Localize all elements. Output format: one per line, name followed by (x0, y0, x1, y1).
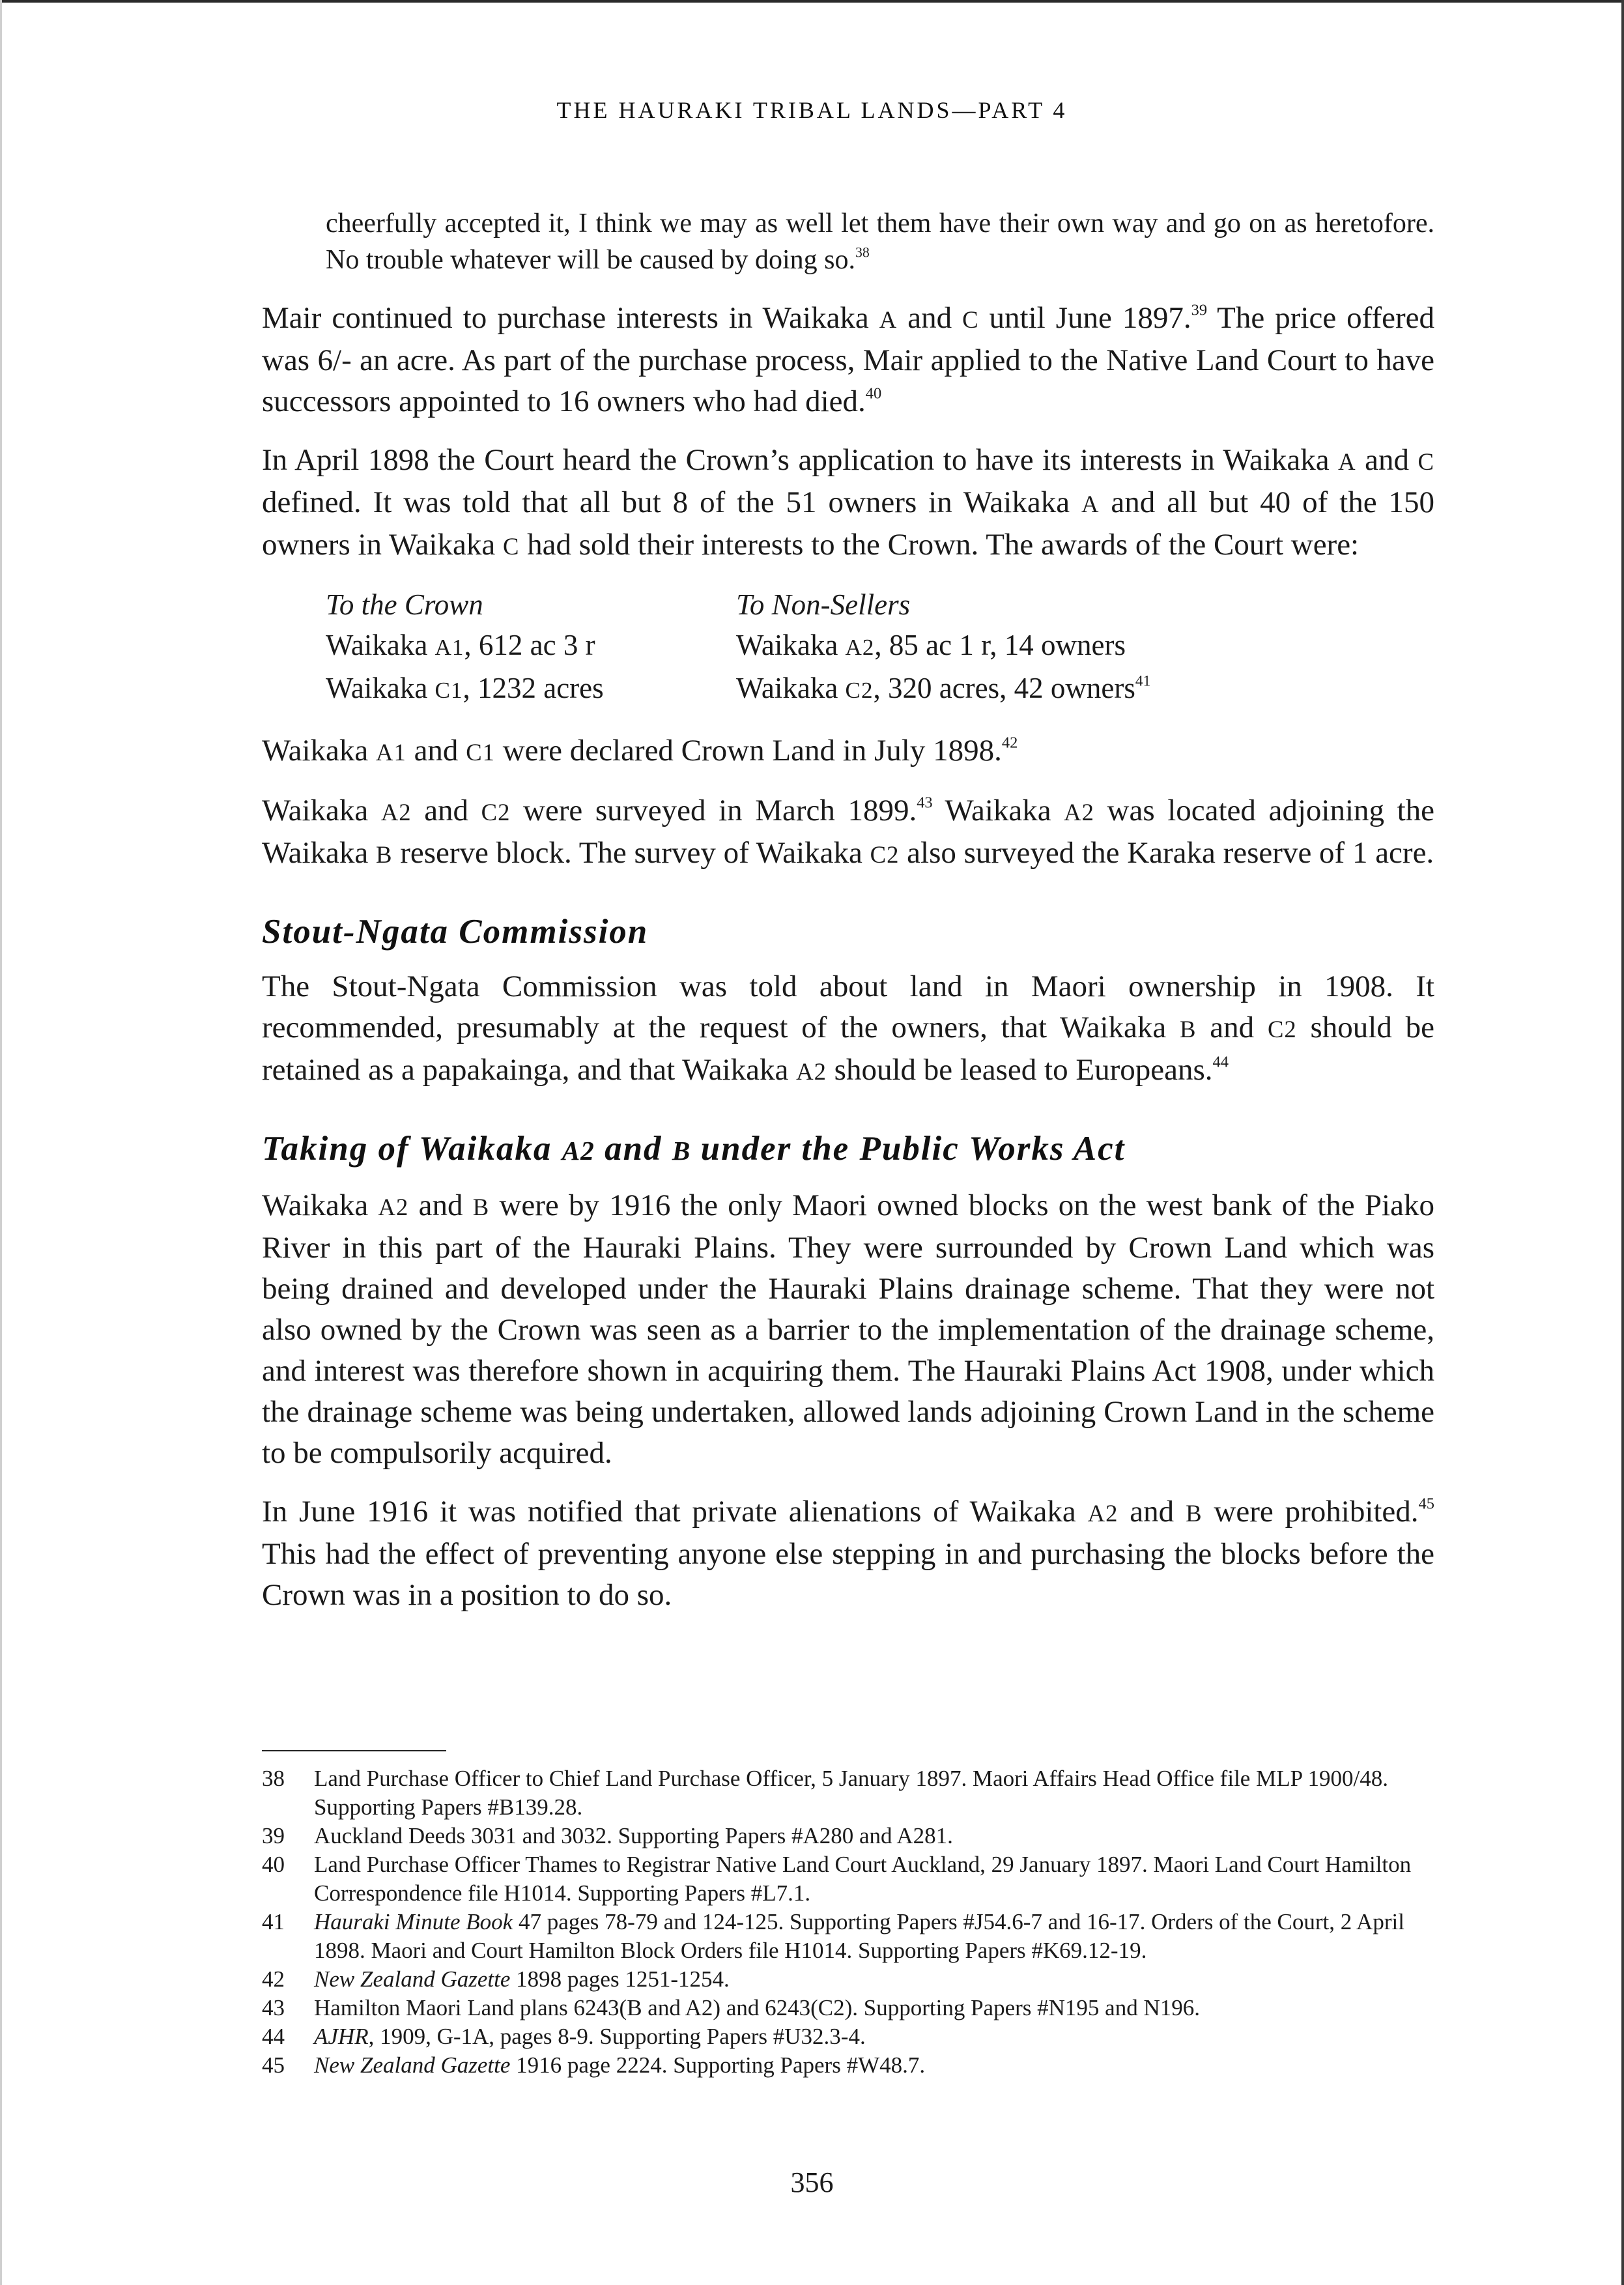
award-nonsellers-c2: Waikaka C2, 320 acres, 42 owners$^{41}$ (736, 672, 1151, 704)
footnote-ref: 41 (1135, 672, 1151, 690)
footnote-item: 39 Auckland Deeds 3031 and 3032. Supporting Papers #A280 and A281. (262, 1823, 953, 1848)
page-number: 356 (790, 2166, 834, 2198)
awards-heading-nonsellers: To Non-Sellers (736, 588, 911, 621)
block-quote-text: cheerfully accepted it, I think we may as well let them have their own way and go on as heretofore. No trouble whatever will be caused by doing so. (326, 208, 1434, 275)
footnote-ref: 43 (917, 794, 933, 812)
awards-row (326, 625, 1434, 668)
section-heading-stout-ngata: Stout-Ngata Commission (262, 913, 649, 951)
section-heading-public-works: Taking of Waikaka A2 and B under the Public Works Act (262, 1130, 1126, 1168)
running-head: THE HAURAKI TRIBAL LANDS—PART 4 (556, 97, 1068, 123)
footnote-item: 45 New Zealand Gazette 1916 page 2224. Supporting Papers #W48.7. (262, 2052, 926, 2078)
footnote-item: 38 Land Purchase Officer to Chief Land Purchase Officer, 5 January 1897. Maori Affairs Head Office file MLP 1900/48. Supporting Papers #B139.28. (262, 1766, 1388, 1820)
award-nonsellers-a2: Waikaka A2, 85 ac 1 r, 14 owners (736, 629, 1126, 661)
footnote-item: 42 New Zealand Gazette 1898 pages 1251-1254. (262, 1966, 730, 1992)
footnote-item: 44 AJHR, 1909, G-1A, pages 8-9. Supporting Papers #U32.3-4. (262, 2024, 866, 2049)
main-text (262, 205, 1434, 1633)
paragraph-alienations: In June 1916 it was notified that private alienations of Waikaka A2 and B were prohibited.$^{45}$ This had the effect of preventing anyone else stepping in and purchasing the blocks before the Crown was in a position to do so. (262, 1495, 1434, 1612)
scan-edge-left (0, 0, 2, 2285)
paragraph-commission: The Stout-Ngata Commission was told about land in Maori ownership in 1908. It recommended, presumably at the request of the owners, that Waikaka B and C2 should be retained as a papakainga, and that Waikaka A2 should be leased to Europeans.$^{44}$ (262, 970, 1434, 1087)
footnote-ref: 44 (1212, 1053, 1229, 1071)
footnote-item: 41 Hauraki Minute Book 47 pages 78-79 and 124-125. Supporting Papers #J54.6-7 and 16-17. Orders of the Court, 2 April 1898. Maori and Court Hamilton Block Orders file H1014. Supporting Papers #K69.12-19. (262, 1909, 1404, 1963)
footnotes (262, 1764, 1441, 2080)
paragraph-crown-land: Waikaka A1 and C1 were declared Crown Land in July 1898.42 (262, 734, 1018, 768)
footnote-item: 40 Land Purchase Officer Thames to Registrar Native Land Court Auckland, 29 January 1897. Maori Land Court Hamilton Correspondence file H1014. Supporting Papers #L7.1. (262, 1852, 1412, 1906)
footnote-ref: 42 (1001, 734, 1018, 752)
court-awards-table (326, 584, 1434, 711)
awards-header-row (326, 584, 1434, 625)
paragraph-purchase: Mair continued to purchase interests in Waikaka A and C until June 1897.39 The price offered was 6/- an acre. As part of the purchase process, Mair applied to the Native Land Court to have successors appointed to 16 owners who had died.$^{40}$ (262, 301, 1434, 418)
scan-edge-right (1621, 0, 1624, 2285)
award-crown-c1: Waikaka C1, 1232 acres (326, 672, 604, 704)
block-quote (326, 205, 1434, 278)
award-crown-a1: Waikaka A1, 612 ac 3 r (326, 629, 595, 661)
awards-heading-crown: To the Crown (326, 588, 483, 621)
footnote-ref: 38 (855, 244, 870, 261)
footnote-ref: 45 (1418, 1495, 1434, 1513)
awards-row (326, 668, 1434, 711)
footnote-ref: 39 (1191, 301, 1208, 319)
footnote-item: 43 Hamilton Maori Land plans 6243(B and A2) and 6243(C2). Supporting Papers #N195 and N196. (262, 1995, 1200, 2020)
paragraph-drainage-scheme: Waikaka A2 and B were by 1916 the only Maori owned blocks on the west bank of the Piako River in this part of the Hauraki Plains. They were surrounded by Crown Land which was being drained and developed under the Hauraki Plains drainage scheme. That they were not also owned by the Crown was seen as a barrier to the implementation of the drainage scheme, and interest was therefore shown in acquiring them. The Hauraki Plains Act 1908, under which the drainage scheme was being undertaken, allowed lands adjoining Crown Land in the scheme to be compulsorily acquired. (262, 1188, 1434, 1470)
footnote-ref: 40 (865, 384, 882, 403)
paragraph-survey: Waikaka A2 and C2 were surveyed in March 1899.43 Waikaka A2 was located adjoining the Waikaka B reserve block. The survey of Waikaka C2 also surveyed the Karaka reserve of 1 acre. (262, 794, 1434, 870)
paragraph-court-hearing: In April 1898 the Court heard the Crown’s application to have its interests in Waikaka A and C defined. It was told that all but 8 of the 51 owners in Waikaka A and all but 40 of the 150 owners in Waikaka C had sold their interests to the Crown. The awards of the Court were: (262, 443, 1435, 562)
footnote-separator (262, 1750, 446, 1751)
scan-edge-top (0, 0, 1624, 3)
